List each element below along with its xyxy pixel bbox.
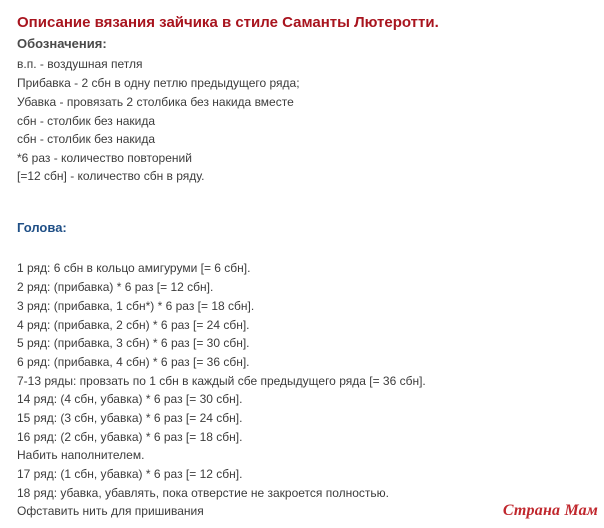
instruction-line: 4 ряд: (прибавка, 2 сбн) * 6 раз [= 24 сбн].	[17, 318, 250, 332]
instruction-line: 5 ряд: (прибавка, 3 сбн) * 6 раз [= 30 сбн].	[17, 336, 250, 350]
document-title: Описание вязания зайчика в стиле Саманты Лютеротти.	[17, 14, 439, 31]
legend-line: *6 раз - количество повторений	[17, 151, 192, 165]
legend-line: Убавка - провязать 2 столбика без накида вместе	[17, 95, 294, 109]
instruction-line: Набить наполнителем.	[17, 448, 145, 462]
instruction-line: 15 ряд: (3 сбн, убавка) * 6 раз [= 24 сбн].	[17, 411, 243, 425]
instruction-line: Офстaвить нить для пришивания	[17, 504, 204, 518]
instruction-line: 18 ряд: убавка, убавлять, пока отверстие не закроется полностью.	[17, 486, 390, 500]
instruction-line: 3 ряд: (прибавка, 1 сбн*) * 6 раз [= 18 сбн].	[17, 299, 255, 313]
legend-line: сбн - столбик без накида	[17, 132, 156, 146]
head-section-heading: Голова:	[17, 220, 67, 235]
legend-line: [=12 сбн] - количество сбн в ряду.	[17, 169, 205, 183]
instruction-line: 7-13 ряды: провзать по 1 сбн в каждый сбе предыдущего ряда [= 36 сбн].	[17, 374, 426, 388]
instruction-line: 2 ряд: (прибавка) * 6 раз [= 12 сбн].	[17, 280, 214, 294]
legend-heading: Обозначения:	[17, 36, 107, 51]
legend-line: Прибавка - 2 сбн в одну петлю предыдущего ряда;	[17, 76, 300, 90]
site-watermark-logo: Страна Мам	[502, 502, 598, 519]
instruction-line: 16 ряд: (2 сбн, убавка) * 6 раз [= 18 сбн].	[17, 430, 243, 444]
instruction-line: 14 ряд: (4 сбн, убавка) * 6 раз [= 30 сбн].	[17, 392, 243, 406]
instruction-line: 1 ряд: 6 сбн в кольцо амигуруми [= 6 сбн].	[17, 261, 251, 275]
instruction-line: 6 ряд: (прибавка, 4 сбн) * 6 раз [= 36 сбн].	[17, 355, 250, 369]
legend-line: в.п. - воздушная петля	[17, 57, 143, 71]
legend-line: сбн - столбик без накида	[17, 114, 156, 128]
instruction-line: 17 ряд: (1 сбн, убавка) * 6 раз [= 12 сбн].	[17, 467, 243, 481]
